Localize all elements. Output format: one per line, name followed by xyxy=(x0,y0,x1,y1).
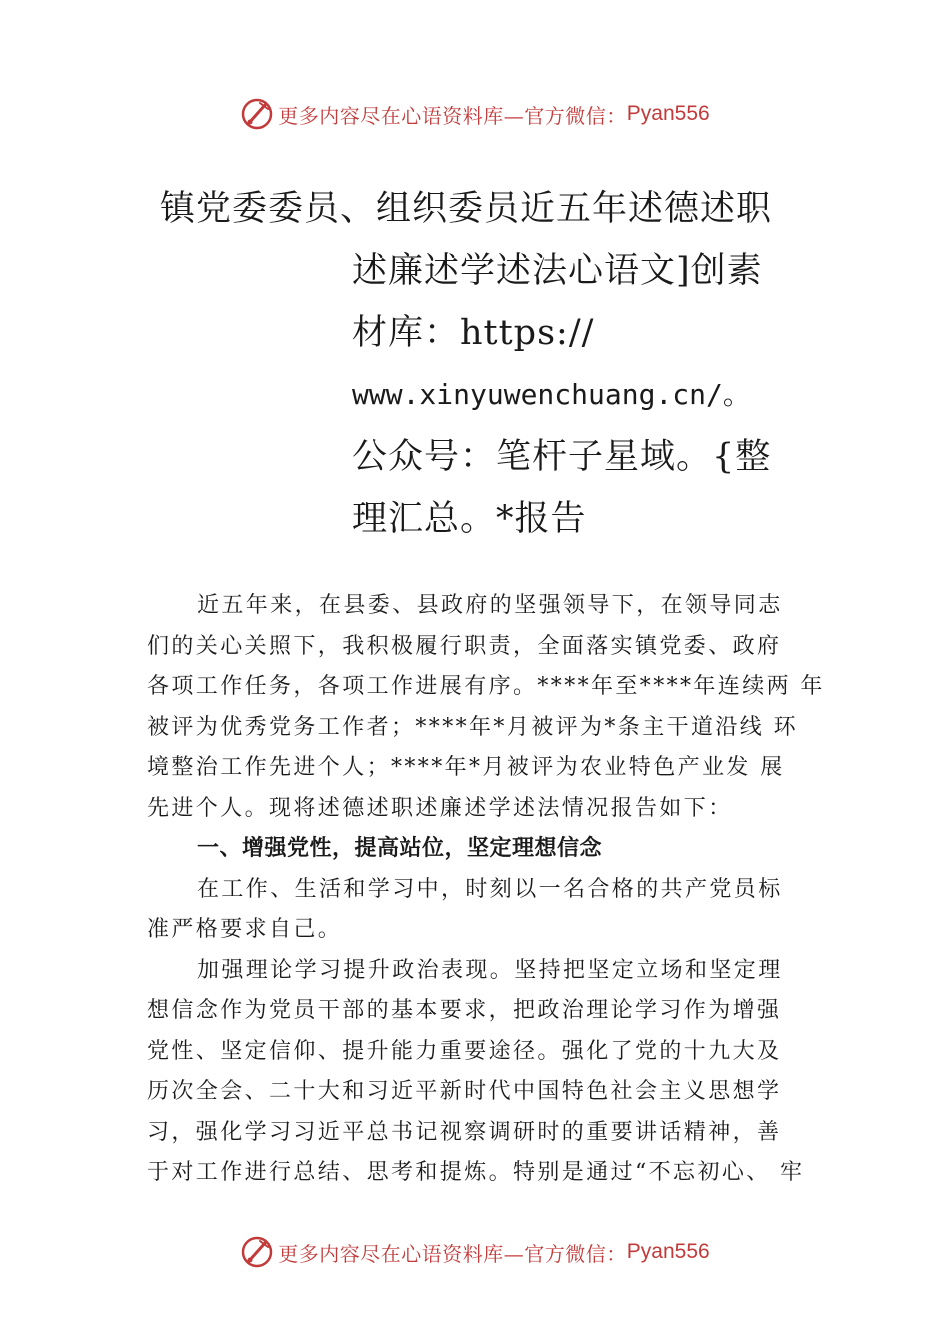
text-line: 被评为优秀党务工作者；****年*月被评为*条主干道沿线 环 xyxy=(147,714,798,740)
banner-text: 更多内容尽在心语资料库—官方微信： xyxy=(278,103,627,128)
paragraph-intro xyxy=(147,586,825,829)
banner-text: 更多内容尽在心语资料库—官方微信： xyxy=(278,1241,627,1266)
document-body xyxy=(147,586,825,1194)
footer-banner xyxy=(0,1232,950,1272)
title-line-2: 述廉述学述法心语文]创素 xyxy=(352,251,763,291)
paragraph-2 xyxy=(147,870,809,951)
text-line: 境整治工作先进个人；****年*月被评为农业特色产业发 展 xyxy=(147,755,785,780)
pen-logo-icon xyxy=(240,97,274,131)
text-line: 党性、坚定信仰、提升能力重要途径。强化了党的十九大及 xyxy=(147,1038,782,1064)
title-line-1: 镇党委委员、组织委员近五年述德述职 xyxy=(160,189,773,229)
text-line: 在工作、生活和学习中，时刻以一名合格的共产党员标 xyxy=(197,876,783,902)
title-line-6: 理汇总。*报告 xyxy=(352,499,587,539)
banner-wechat-id: Pyan556 xyxy=(626,1240,710,1263)
section-heading-1: 一、增强党性，提高站位，坚定理想信念 xyxy=(197,836,603,861)
header-banner xyxy=(0,94,950,134)
title-line-4: www.xinyuwenchuang.cn/。 xyxy=(352,378,751,411)
title-line-5: 公众号：笔杆子星域。{整 xyxy=(352,437,772,477)
text-line: 们的关心关照下，我积极履行职责，全面落实镇党委、政府 xyxy=(147,633,782,659)
text-line: 近五年来，在县委、县政府的坚强领导下，在领导同志 xyxy=(197,593,783,618)
banner-wechat-id: Pyan556 xyxy=(626,102,710,125)
paragraph-3 xyxy=(147,951,809,1194)
text-line: 想信念作为党员干部的基本要求，把政治理论学习作为增强 xyxy=(147,998,782,1023)
text-line: 于对工作进行总结、思考和提炼。特别是通过“不忘初心、 牢 xyxy=(147,1160,805,1185)
text-line: 历次全会、二十大和习近平新时代中国特色社会主义思想学 xyxy=(147,1079,782,1104)
text-line: 习，强化学习习近平总书记视察调研时的重要讲话精神，善 xyxy=(147,1119,782,1145)
text-line: 加强理论学习提升政治表现。坚持把坚定立场和坚定理 xyxy=(197,957,783,983)
document-title xyxy=(160,178,773,550)
pen-logo-icon xyxy=(240,1235,274,1269)
text-line: 先进个人。现将述德述职述廉述学述法情况报告如下： xyxy=(147,795,733,821)
text-line: 准严格要求自己。 xyxy=(147,917,343,942)
title-line-3: 材库：https:// xyxy=(352,313,595,353)
text-line: 各项工作任务，各项工作进展有序。****年至****年连续两 年 xyxy=(147,674,825,699)
